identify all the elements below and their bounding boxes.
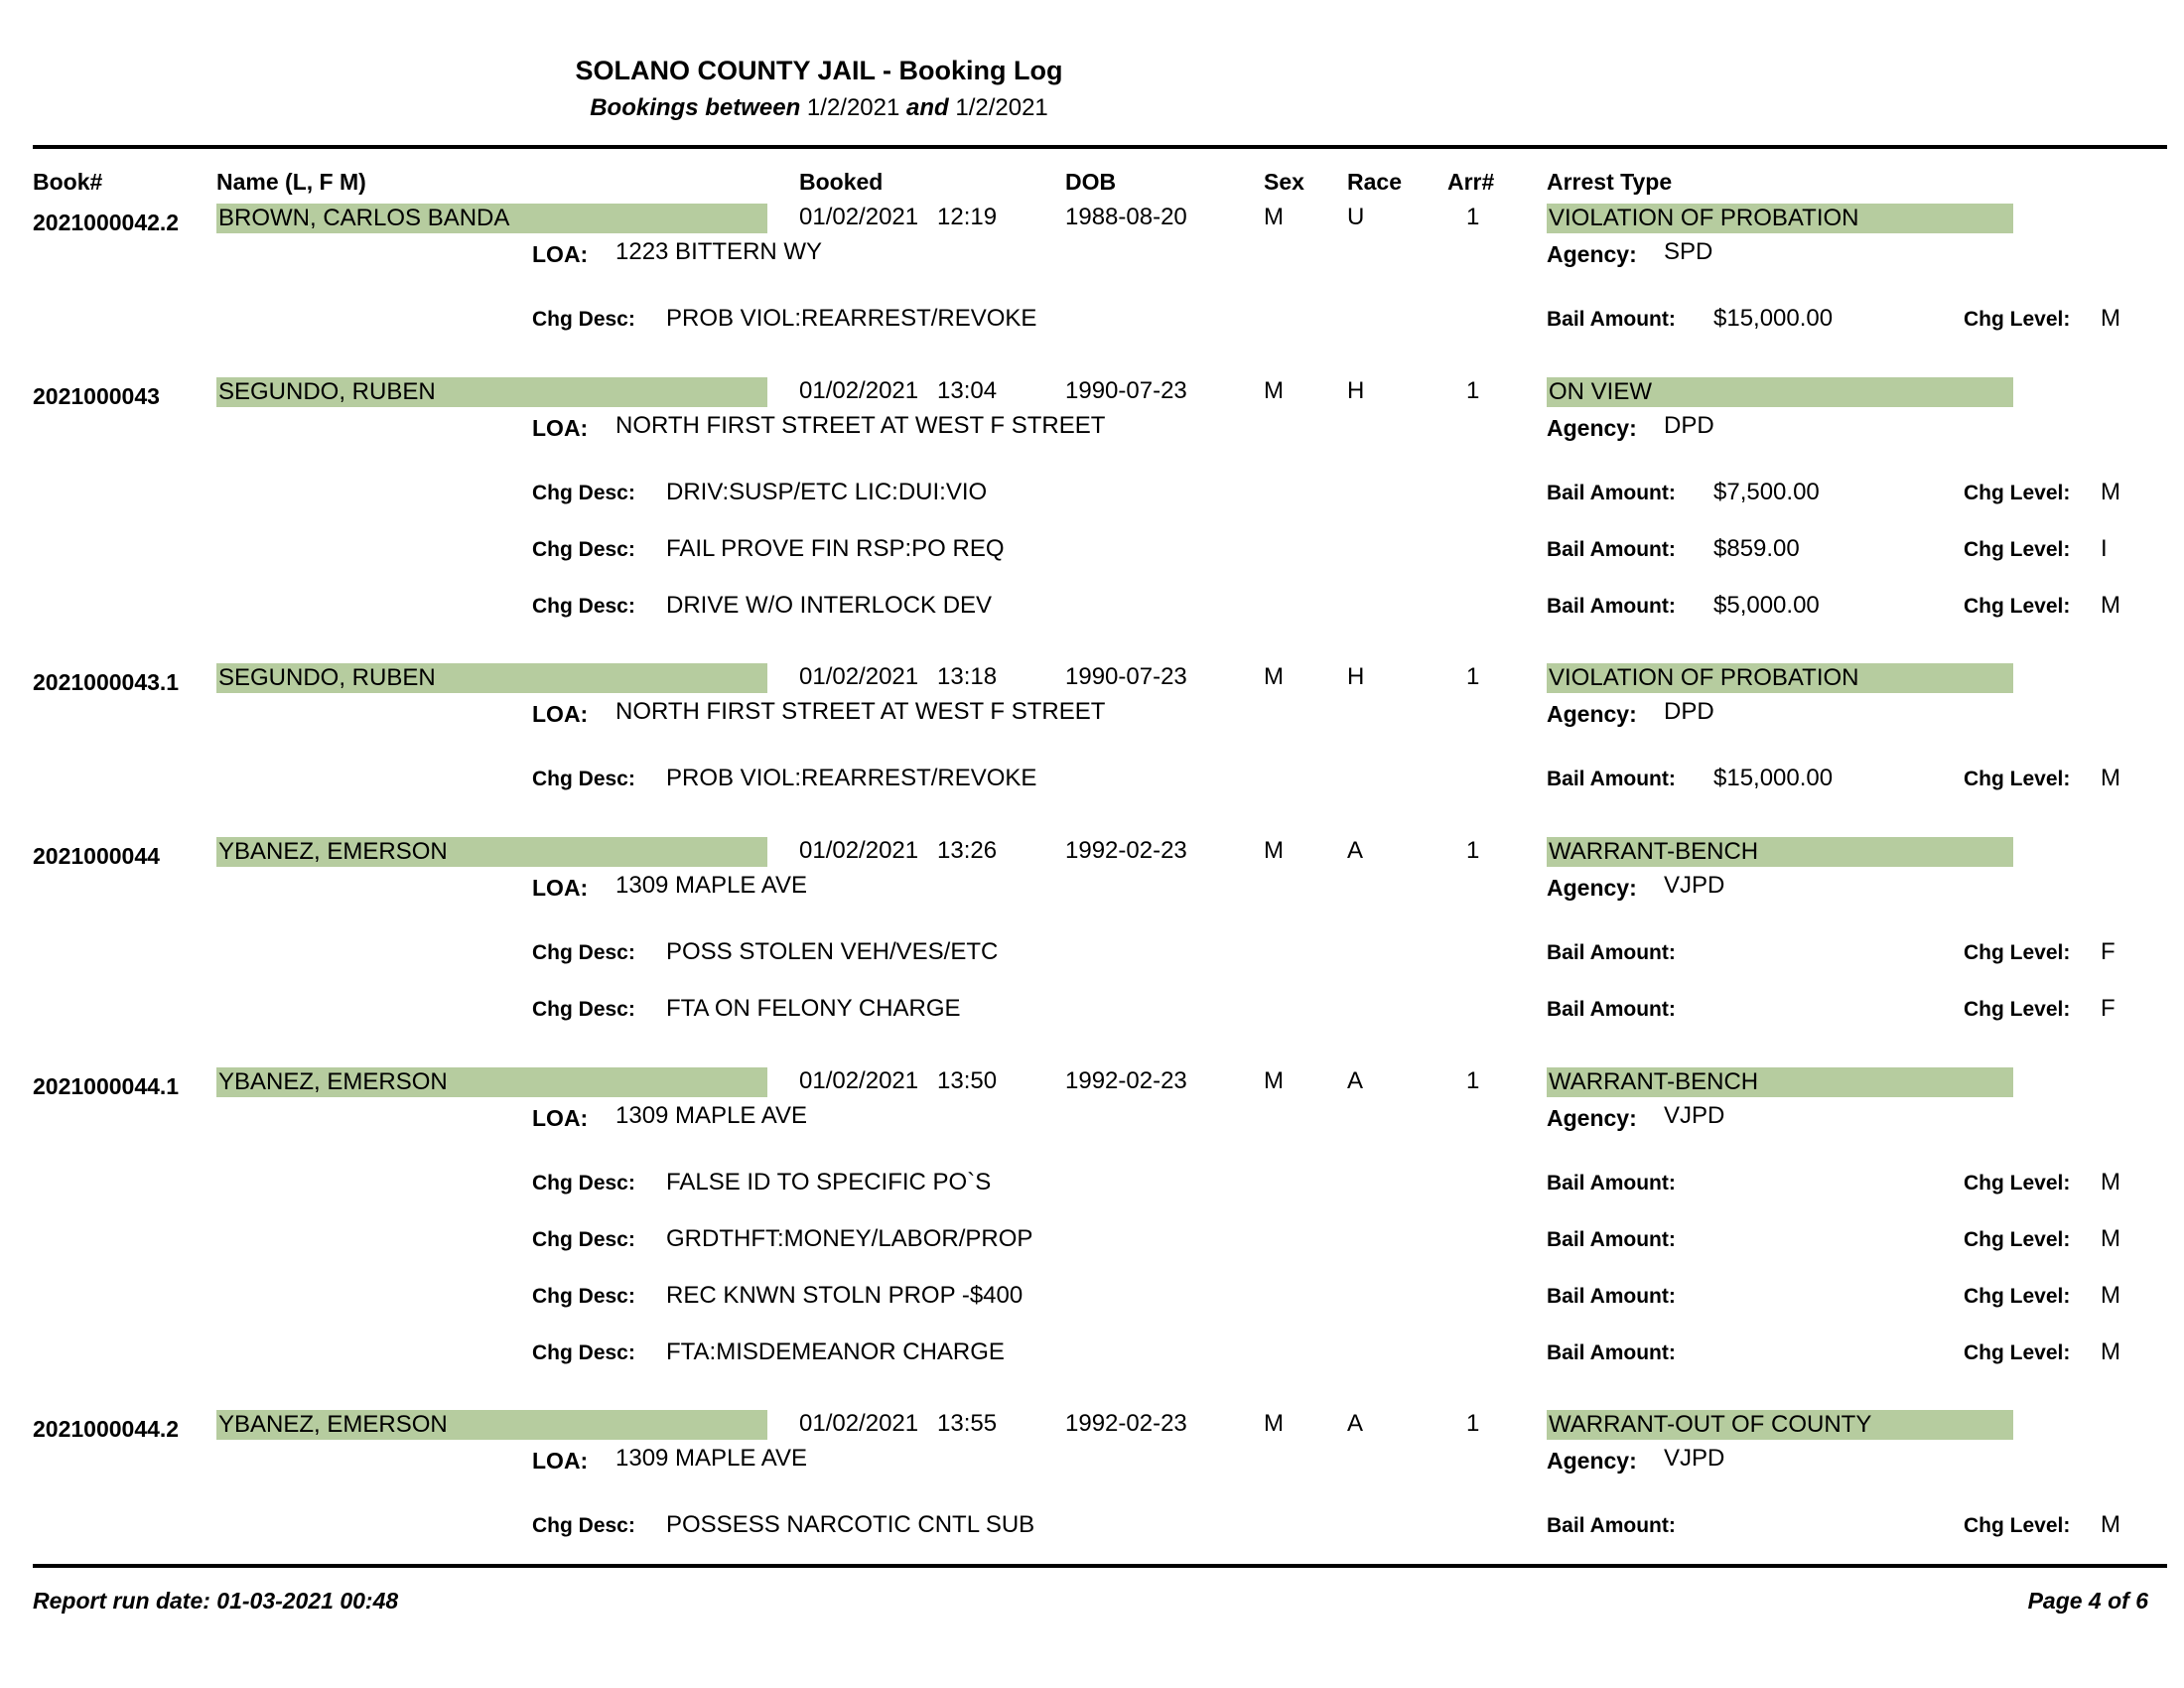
page-number: Page 4 of 6 — [2027, 1588, 2148, 1614]
agency-label: Agency: — [1547, 701, 1637, 727]
chg-level-value: M — [2101, 592, 2120, 619]
col-dob: DOB — [1065, 169, 1117, 195]
inmate-name: YBANEZ, EMERSON — [216, 1410, 767, 1440]
chg-desc-label: Chg Desc: — [532, 1285, 635, 1308]
loa-value: NORTH FIRST STREET AT WEST F STREET — [615, 698, 1106, 725]
agency-label: Agency: — [1547, 1105, 1637, 1131]
chg-desc-value: DRIVE W/O INTERLOCK DEV — [666, 592, 993, 619]
chg-level-value: I — [2101, 535, 2108, 562]
chg-level-label: Chg Level: — [1964, 1341, 2071, 1364]
report-title: SOLANO COUNTY JAIL - Booking Log — [575, 56, 1063, 85]
chg-level-label: Chg Level: — [1964, 768, 2071, 790]
chg-desc-value: POSS STOLEN VEH/VES/ETC — [666, 938, 999, 965]
booked-date: 01/02/2021 — [799, 1410, 919, 1437]
race: H — [1347, 663, 1365, 690]
loa-label: LOA: — [532, 1105, 589, 1131]
subtitle-and: and — [906, 94, 949, 121]
chg-level-label: Chg Level: — [1964, 1514, 2071, 1537]
sex: M — [1264, 377, 1284, 404]
arrest-number: 1 — [1466, 1067, 1480, 1094]
run-date: 01-03-2021 00:48 — [216, 1588, 399, 1614]
booked-time: 12:19 — [937, 204, 998, 230]
chg-desc-value: REC KNWN STOLN PROP -$400 — [666, 1282, 1024, 1309]
chg-desc-value: POSSESS NARCOTIC CNTL SUB — [666, 1511, 1035, 1538]
book-number: 2021000042.2 — [33, 210, 180, 235]
sex: M — [1264, 204, 1284, 230]
date-of-birth: 1992-02-23 — [1065, 1410, 1187, 1437]
bail-amount-value: $859.00 — [1713, 535, 1800, 562]
chg-desc-value: GRDTHFT:MONEY/LABOR/PROP — [666, 1225, 1033, 1252]
sex: M — [1264, 837, 1284, 864]
book-number: 2021000044 — [33, 843, 160, 869]
arrest-type: VIOLATION OF PROBATION — [1547, 204, 2013, 233]
agency-value: DPD — [1664, 698, 1714, 725]
col-name: Name (L, F M) — [216, 169, 366, 195]
bail-amount-label: Bail Amount: — [1547, 538, 1676, 561]
booked-time: 13:04 — [937, 377, 998, 404]
race: A — [1347, 1410, 1364, 1437]
book-number: 2021000044.2 — [33, 1416, 180, 1442]
bail-amount-label: Bail Amount: — [1547, 595, 1676, 618]
booked-date: 01/02/2021 — [799, 663, 919, 690]
loa-value: 1309 MAPLE AVE — [615, 872, 808, 899]
sex: M — [1264, 663, 1284, 690]
loa-label: LOA: — [532, 875, 589, 901]
report-header — [0, 56, 1638, 122]
chg-level-label: Chg Level: — [1964, 538, 2071, 561]
chg-desc-label: Chg Desc: — [532, 482, 635, 504]
booked-date: 01/02/2021 — [799, 1067, 919, 1094]
bail-amount-value: $5,000.00 — [1713, 592, 1820, 619]
agency-label: Agency: — [1547, 241, 1637, 267]
chg-level-label: Chg Level: — [1964, 998, 2071, 1021]
chg-desc-value: FALSE ID TO SPECIFIC PO`S — [666, 1169, 992, 1196]
chg-desc-label: Chg Desc: — [532, 768, 635, 790]
chg-level-label: Chg Level: — [1964, 1285, 2071, 1308]
chg-level-label: Chg Level: — [1964, 482, 2071, 504]
agency-value: SPD — [1664, 238, 1713, 265]
date-of-birth: 1988-08-20 — [1065, 204, 1187, 230]
run-label: Report run date: — [33, 1588, 210, 1614]
book-number: 2021000043.1 — [33, 669, 180, 695]
race: U — [1347, 204, 1365, 230]
chg-desc-value: PROB VIOL:REARREST/REVOKE — [666, 765, 1037, 791]
bail-amount-label: Bail Amount: — [1547, 941, 1676, 964]
race: A — [1347, 837, 1364, 864]
agency-label: Agency: — [1547, 1448, 1637, 1474]
col-book: Book# — [33, 169, 103, 195]
chg-level-label: Chg Level: — [1964, 941, 2071, 964]
col-sex: Sex — [1264, 169, 1304, 195]
race: H — [1347, 377, 1365, 404]
bail-amount-label: Bail Amount: — [1547, 482, 1676, 504]
bail-amount-label: Bail Amount: — [1547, 1172, 1676, 1195]
inmate-name: SEGUNDO, RUBEN — [216, 377, 767, 407]
booked-time: 13:18 — [937, 663, 998, 690]
arrest-number: 1 — [1466, 204, 1480, 230]
chg-desc-label: Chg Desc: — [532, 1341, 635, 1364]
bail-amount-label: Bail Amount: — [1547, 998, 1676, 1021]
agency-value: VJPD — [1664, 1445, 1725, 1472]
book-number: 2021000044.1 — [33, 1073, 180, 1099]
chg-level-value: M — [2101, 1225, 2120, 1252]
arrest-type: VIOLATION OF PROBATION — [1547, 663, 2013, 693]
arrest-number: 1 — [1466, 663, 1480, 690]
sex: M — [1264, 1067, 1284, 1094]
loa-value: 1309 MAPLE AVE — [615, 1102, 808, 1129]
booked-date: 01/02/2021 — [799, 204, 919, 230]
chg-level-value: M — [2101, 1511, 2120, 1538]
chg-level-value: M — [2101, 1169, 2120, 1196]
bail-amount-label: Bail Amount: — [1547, 1228, 1676, 1251]
race: A — [1347, 1067, 1364, 1094]
arrest-number: 1 — [1466, 1410, 1480, 1437]
chg-desc-value: FAIL PROVE FIN RSP:PO REQ — [666, 535, 1005, 562]
subtitle-prefix: Bookings between — [590, 94, 801, 121]
chg-desc-label: Chg Desc: — [532, 538, 635, 561]
chg-level-value: F — [2101, 995, 2116, 1022]
chg-desc-value: DRIV:SUSP/ETC LIC:DUI:VIO — [666, 479, 988, 505]
chg-desc-label: Chg Desc: — [532, 1228, 635, 1251]
loa-value: 1223 BITTERN WY — [615, 238, 823, 265]
chg-level-value: F — [2101, 938, 2116, 965]
loa-label: LOA: — [532, 415, 589, 441]
chg-desc-label: Chg Desc: — [532, 998, 635, 1021]
chg-desc-label: Chg Desc: — [532, 308, 635, 331]
loa-value: NORTH FIRST STREET AT WEST F STREET — [615, 412, 1106, 439]
date-from: 1/2/2021 — [806, 94, 900, 121]
bail-amount-value: $7,500.00 — [1713, 479, 1820, 505]
loa-value: 1309 MAPLE AVE — [615, 1445, 808, 1472]
booked-time: 13:55 — [937, 1410, 998, 1437]
bail-amount-value: $15,000.00 — [1713, 305, 1834, 332]
arrest-number: 1 — [1466, 377, 1480, 404]
booked-date: 01/02/2021 — [799, 377, 919, 404]
booked-date: 01/02/2021 — [799, 837, 919, 864]
date-of-birth: 1990-07-23 — [1065, 377, 1187, 404]
loa-label: LOA: — [532, 1448, 589, 1474]
bail-amount-label: Bail Amount: — [1547, 768, 1676, 790]
chg-level-label: Chg Level: — [1964, 595, 2071, 618]
chg-desc-value: PROB VIOL:REARREST/REVOKE — [666, 305, 1037, 332]
chg-desc-value: FTA:MISDEMEANOR CHARGE — [666, 1338, 1005, 1365]
report-run-date — [33, 1588, 398, 1615]
bail-amount-label: Bail Amount: — [1547, 308, 1676, 331]
inmate-name: YBANEZ, EMERSON — [216, 1067, 767, 1097]
col-race: Race — [1347, 169, 1402, 195]
agency-label: Agency: — [1547, 875, 1637, 901]
bail-amount-value: $15,000.00 — [1713, 765, 1834, 791]
chg-level-value: M — [2101, 479, 2120, 505]
loa-label: LOA: — [532, 701, 589, 727]
arrest-type: WARRANT-OUT OF COUNTY — [1547, 1410, 2013, 1440]
arrest-type: ON VIEW — [1547, 377, 2013, 407]
chg-level-value: M — [2101, 765, 2120, 791]
chg-level-label: Chg Level: — [1964, 1172, 2071, 1195]
date-of-birth: 1990-07-23 — [1065, 663, 1187, 690]
chg-desc-label: Chg Desc: — [532, 1514, 635, 1537]
agency-value: DPD — [1664, 412, 1714, 439]
col-booked: Booked — [799, 169, 884, 195]
chg-desc-label: Chg Desc: — [532, 1172, 635, 1195]
loa-label: LOA: — [532, 241, 589, 267]
booked-time: 13:50 — [937, 1067, 998, 1094]
chg-desc-label: Chg Desc: — [532, 941, 635, 964]
chg-desc-value: FTA ON FELONY CHARGE — [666, 995, 961, 1022]
col-arrest-type: Arrest Type — [1547, 169, 1673, 195]
agency-value: VJPD — [1664, 872, 1725, 899]
col-arr: Arr# — [1447, 169, 1495, 195]
arrest-type: WARRANT-BENCH — [1547, 837, 2013, 867]
header-divider — [33, 145, 2167, 149]
chg-level-label: Chg Level: — [1964, 1228, 2071, 1251]
date-of-birth: 1992-02-23 — [1065, 1067, 1187, 1094]
footer-divider — [33, 1564, 2167, 1568]
date-to: 1/2/2021 — [955, 94, 1048, 121]
bail-amount-label: Bail Amount: — [1547, 1514, 1676, 1537]
date-of-birth: 1992-02-23 — [1065, 837, 1187, 864]
chg-desc-label: Chg Desc: — [532, 595, 635, 618]
bail-amount-label: Bail Amount: — [1547, 1285, 1676, 1308]
report-subtitle — [0, 94, 1638, 122]
inmate-name: BROWN, CARLOS BANDA — [216, 204, 767, 233]
inmate-name: YBANEZ, EMERSON — [216, 837, 767, 867]
chg-level-value: M — [2101, 1338, 2120, 1365]
booked-time: 13:26 — [937, 837, 998, 864]
arrest-number: 1 — [1466, 837, 1480, 864]
chg-level-value: M — [2101, 305, 2120, 332]
chg-level-label: Chg Level: — [1964, 308, 2071, 331]
agency-value: VJPD — [1664, 1102, 1725, 1129]
inmate-name: SEGUNDO, RUBEN — [216, 663, 767, 693]
sex: M — [1264, 1410, 1284, 1437]
arrest-type: WARRANT-BENCH — [1547, 1067, 2013, 1097]
bail-amount-label: Bail Amount: — [1547, 1341, 1676, 1364]
book-number: 2021000043 — [33, 383, 160, 409]
agency-label: Agency: — [1547, 415, 1637, 441]
chg-level-value: M — [2101, 1282, 2120, 1309]
